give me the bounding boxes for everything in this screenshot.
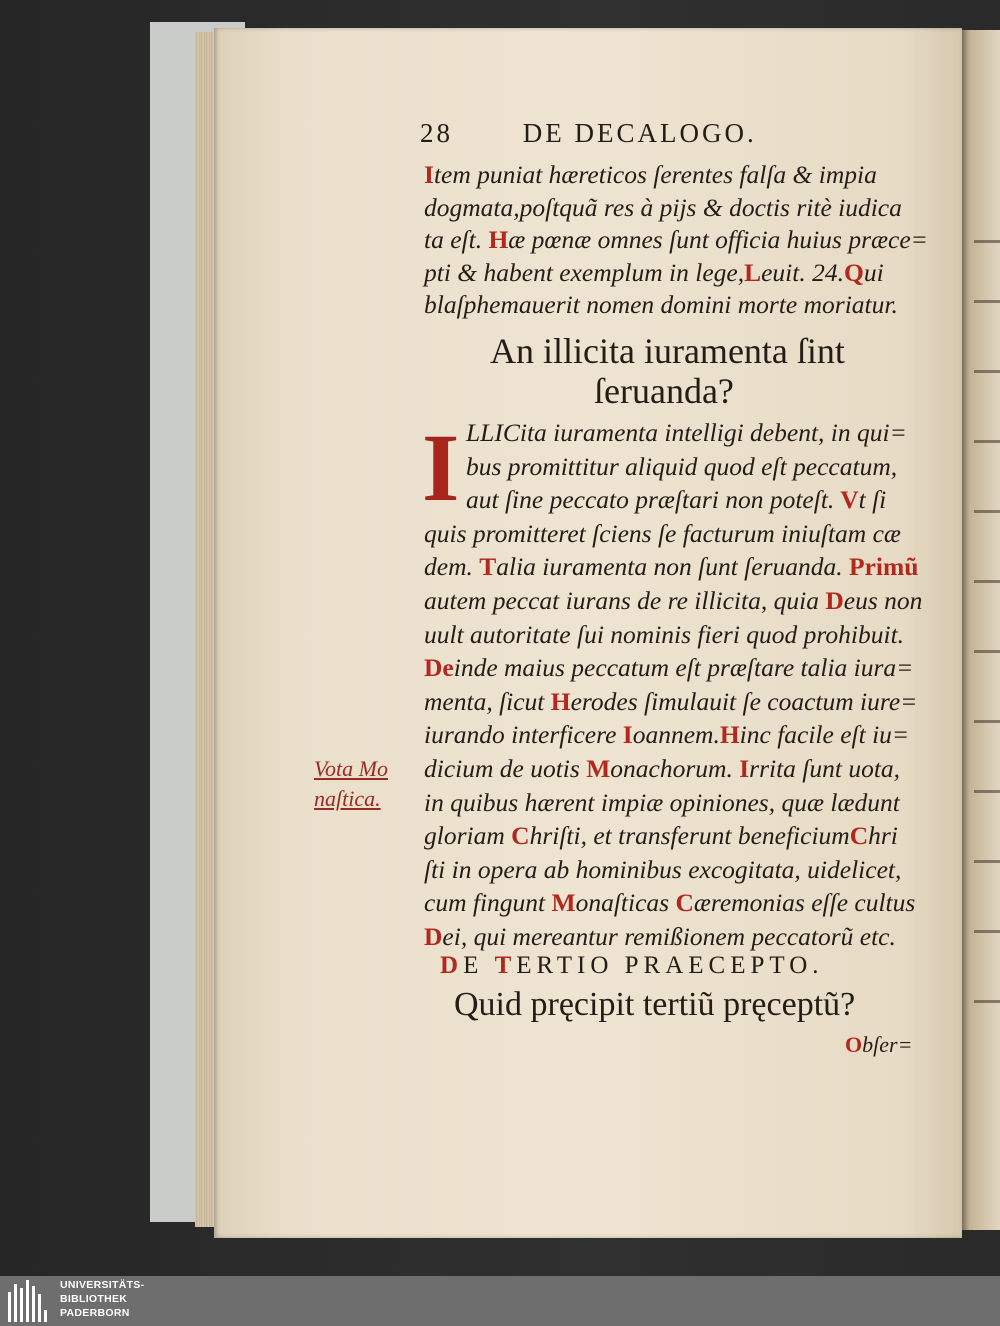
running-header <box>420 118 757 149</box>
red-initial: Q <box>843 257 864 287</box>
text-line <box>424 193 902 223</box>
red-initial: C <box>849 821 869 851</box>
text-line <box>424 620 904 650</box>
text-line <box>424 225 928 255</box>
line-text: ui <box>863 257 884 287</box>
line-text: iurando interficere <box>424 720 623 750</box>
line-text: erodes ſimulauit ſe coactum iure= <box>570 686 918 716</box>
line-text: ſti in opera ab hominibus excogitata, uidelicet, <box>424 854 902 884</box>
line-text: dicium de uotis <box>424 754 587 783</box>
text-line <box>424 754 900 784</box>
facing-text-stroke <box>974 790 1000 793</box>
line-text: æremonias eſſe cultus <box>693 888 916 918</box>
line-text: LLICita iuramenta intelligi debent, in qui= <box>466 418 907 447</box>
text-line <box>424 720 909 750</box>
line-text: ta eſt. <box>424 225 489 254</box>
section-cap: D <box>440 952 464 979</box>
section-text-1: E <box>463 952 495 979</box>
library-logo-icon <box>8 1280 56 1322</box>
facing-text-stroke <box>974 370 1000 373</box>
library-footer <box>0 1276 1000 1326</box>
red-initial: T <box>479 552 497 582</box>
text-line <box>466 418 907 448</box>
line-text: rrita ſunt uota, <box>749 754 901 783</box>
library-name-line-1: UNIVERSITÄTS- <box>60 1279 145 1291</box>
red-initial: H <box>719 720 740 750</box>
margin-note-line-2: naſtica. <box>314 786 381 811</box>
text-line <box>424 160 877 190</box>
text-line <box>424 687 917 717</box>
text-line <box>424 290 898 320</box>
section-cap-2: T <box>494 952 517 979</box>
line-text: tem puniat hæreticos ſerentes falſa & impia <box>433 160 877 189</box>
section-text-2: ERTIO PRAECEPTO. <box>516 952 824 979</box>
text-line <box>424 586 922 616</box>
red-initial: L <box>744 257 762 287</box>
question-heading-line-2: ſeruanda? <box>594 371 734 411</box>
text-line <box>424 888 915 918</box>
line-text: ei, qui mereantur remißionem peccatorũ etc. <box>442 922 896 951</box>
red-initial: C <box>675 888 694 918</box>
facing-text-stroke <box>974 300 1000 303</box>
red-initial: H <box>488 225 509 254</box>
library-name-line-3: PADERBORN <box>60 1307 130 1319</box>
red-initial: D <box>424 922 443 951</box>
red-initial: D <box>825 586 844 615</box>
line-text: bus promittitur aliquid quod eſt peccatum, <box>466 451 898 481</box>
text-line <box>466 485 886 515</box>
line-text: aut ſine peccato præſtari non poteſt. <box>466 485 835 515</box>
line-text: æ pœnæ omnes ſunt officia huius præce= <box>508 225 928 254</box>
line-text: dogmata,poſtquã res à pijs & doctis ritè iudica <box>424 192 902 222</box>
line-text: alia iuramenta non ſunt ſeruanda. <box>496 552 849 582</box>
line-text: gloriam <box>424 821 512 851</box>
line-text: in quibus hærent impiæ opiniones, quæ lædunt <box>424 787 900 817</box>
red-initial: De <box>424 653 454 683</box>
line-text: inc facile eſt iu= <box>739 720 910 750</box>
folio-number: 28 <box>420 118 453 148</box>
line-text: eus non <box>843 586 923 615</box>
facing-text-stroke <box>974 720 1000 723</box>
facing-text-stroke <box>974 580 1000 583</box>
red-initial: I <box>424 160 434 189</box>
facing-text-stroke <box>974 1000 1000 1003</box>
facing-text-stroke <box>974 440 1000 443</box>
margin-note-line-1: Vota Mo <box>314 756 388 781</box>
line-text: uult autoritate ſui nominis fieri quod prohibuit. <box>424 619 905 649</box>
library-name-line-2: BIBLIOTHEK <box>60 1293 128 1305</box>
line-text: menta, ſicut <box>424 686 551 716</box>
line-text: inde maius peccatum eſt præſtare talia iura= <box>453 653 914 683</box>
text-line <box>424 821 898 851</box>
facing-text-stroke <box>974 650 1000 653</box>
facing-page-text <box>970 40 1000 1220</box>
text-line <box>424 788 900 818</box>
facing-text-stroke <box>974 930 1000 933</box>
drop-capital: I <box>422 414 460 521</box>
question-heading-line-1: An illicita iuramenta ſint <box>490 331 845 371</box>
facing-text-stroke <box>974 510 1000 513</box>
section-heading <box>440 952 824 980</box>
text-line <box>424 552 918 582</box>
line-text: cum fingunt <box>424 888 552 918</box>
catchword-text: bſer= <box>862 1032 913 1057</box>
line-text: quis promitteret ſciens ſe facturum iniuſtam cæ <box>424 518 901 548</box>
line-text: pti & habent exemplum in lege, <box>424 257 745 287</box>
text-line <box>424 258 884 288</box>
red-initial: Primũ <box>849 552 919 582</box>
red-initial: I <box>739 754 750 783</box>
question-heading-2: Quid pręcipit tertiũ pręceptũ? <box>454 986 856 1023</box>
line-text: blaſphemauerit nomen domini morte moriatur. <box>424 290 898 319</box>
line-text: hri <box>868 821 898 851</box>
text-line <box>424 855 901 885</box>
catchword <box>845 1032 912 1058</box>
text-line <box>466 452 897 482</box>
line-text: dem. <box>424 552 480 582</box>
red-initial: V <box>834 485 859 515</box>
red-initial: M <box>586 754 611 783</box>
red-initial: I <box>622 720 633 750</box>
running-title: DE DECALOGO. <box>522 118 757 148</box>
line-text: onaſticas <box>575 888 676 918</box>
line-text: euit. 24. <box>761 257 844 287</box>
text-line <box>424 519 901 549</box>
facing-text-stroke <box>974 860 1000 863</box>
catchword-cap: O <box>845 1032 863 1057</box>
facing-text-stroke <box>974 240 1000 243</box>
red-initial: M <box>551 888 576 918</box>
line-text: onachorum. <box>610 754 740 783</box>
line-text: hriſti, et transferunt beneficium <box>529 821 850 851</box>
text-line <box>424 653 913 683</box>
text-line <box>424 922 896 952</box>
line-text: autem peccat iurans de re illicita, quia <box>424 586 826 615</box>
line-text: oannem. <box>632 720 720 750</box>
line-text: t ſi <box>858 485 887 515</box>
red-initial: H <box>550 686 571 716</box>
red-initial: C <box>511 821 530 851</box>
